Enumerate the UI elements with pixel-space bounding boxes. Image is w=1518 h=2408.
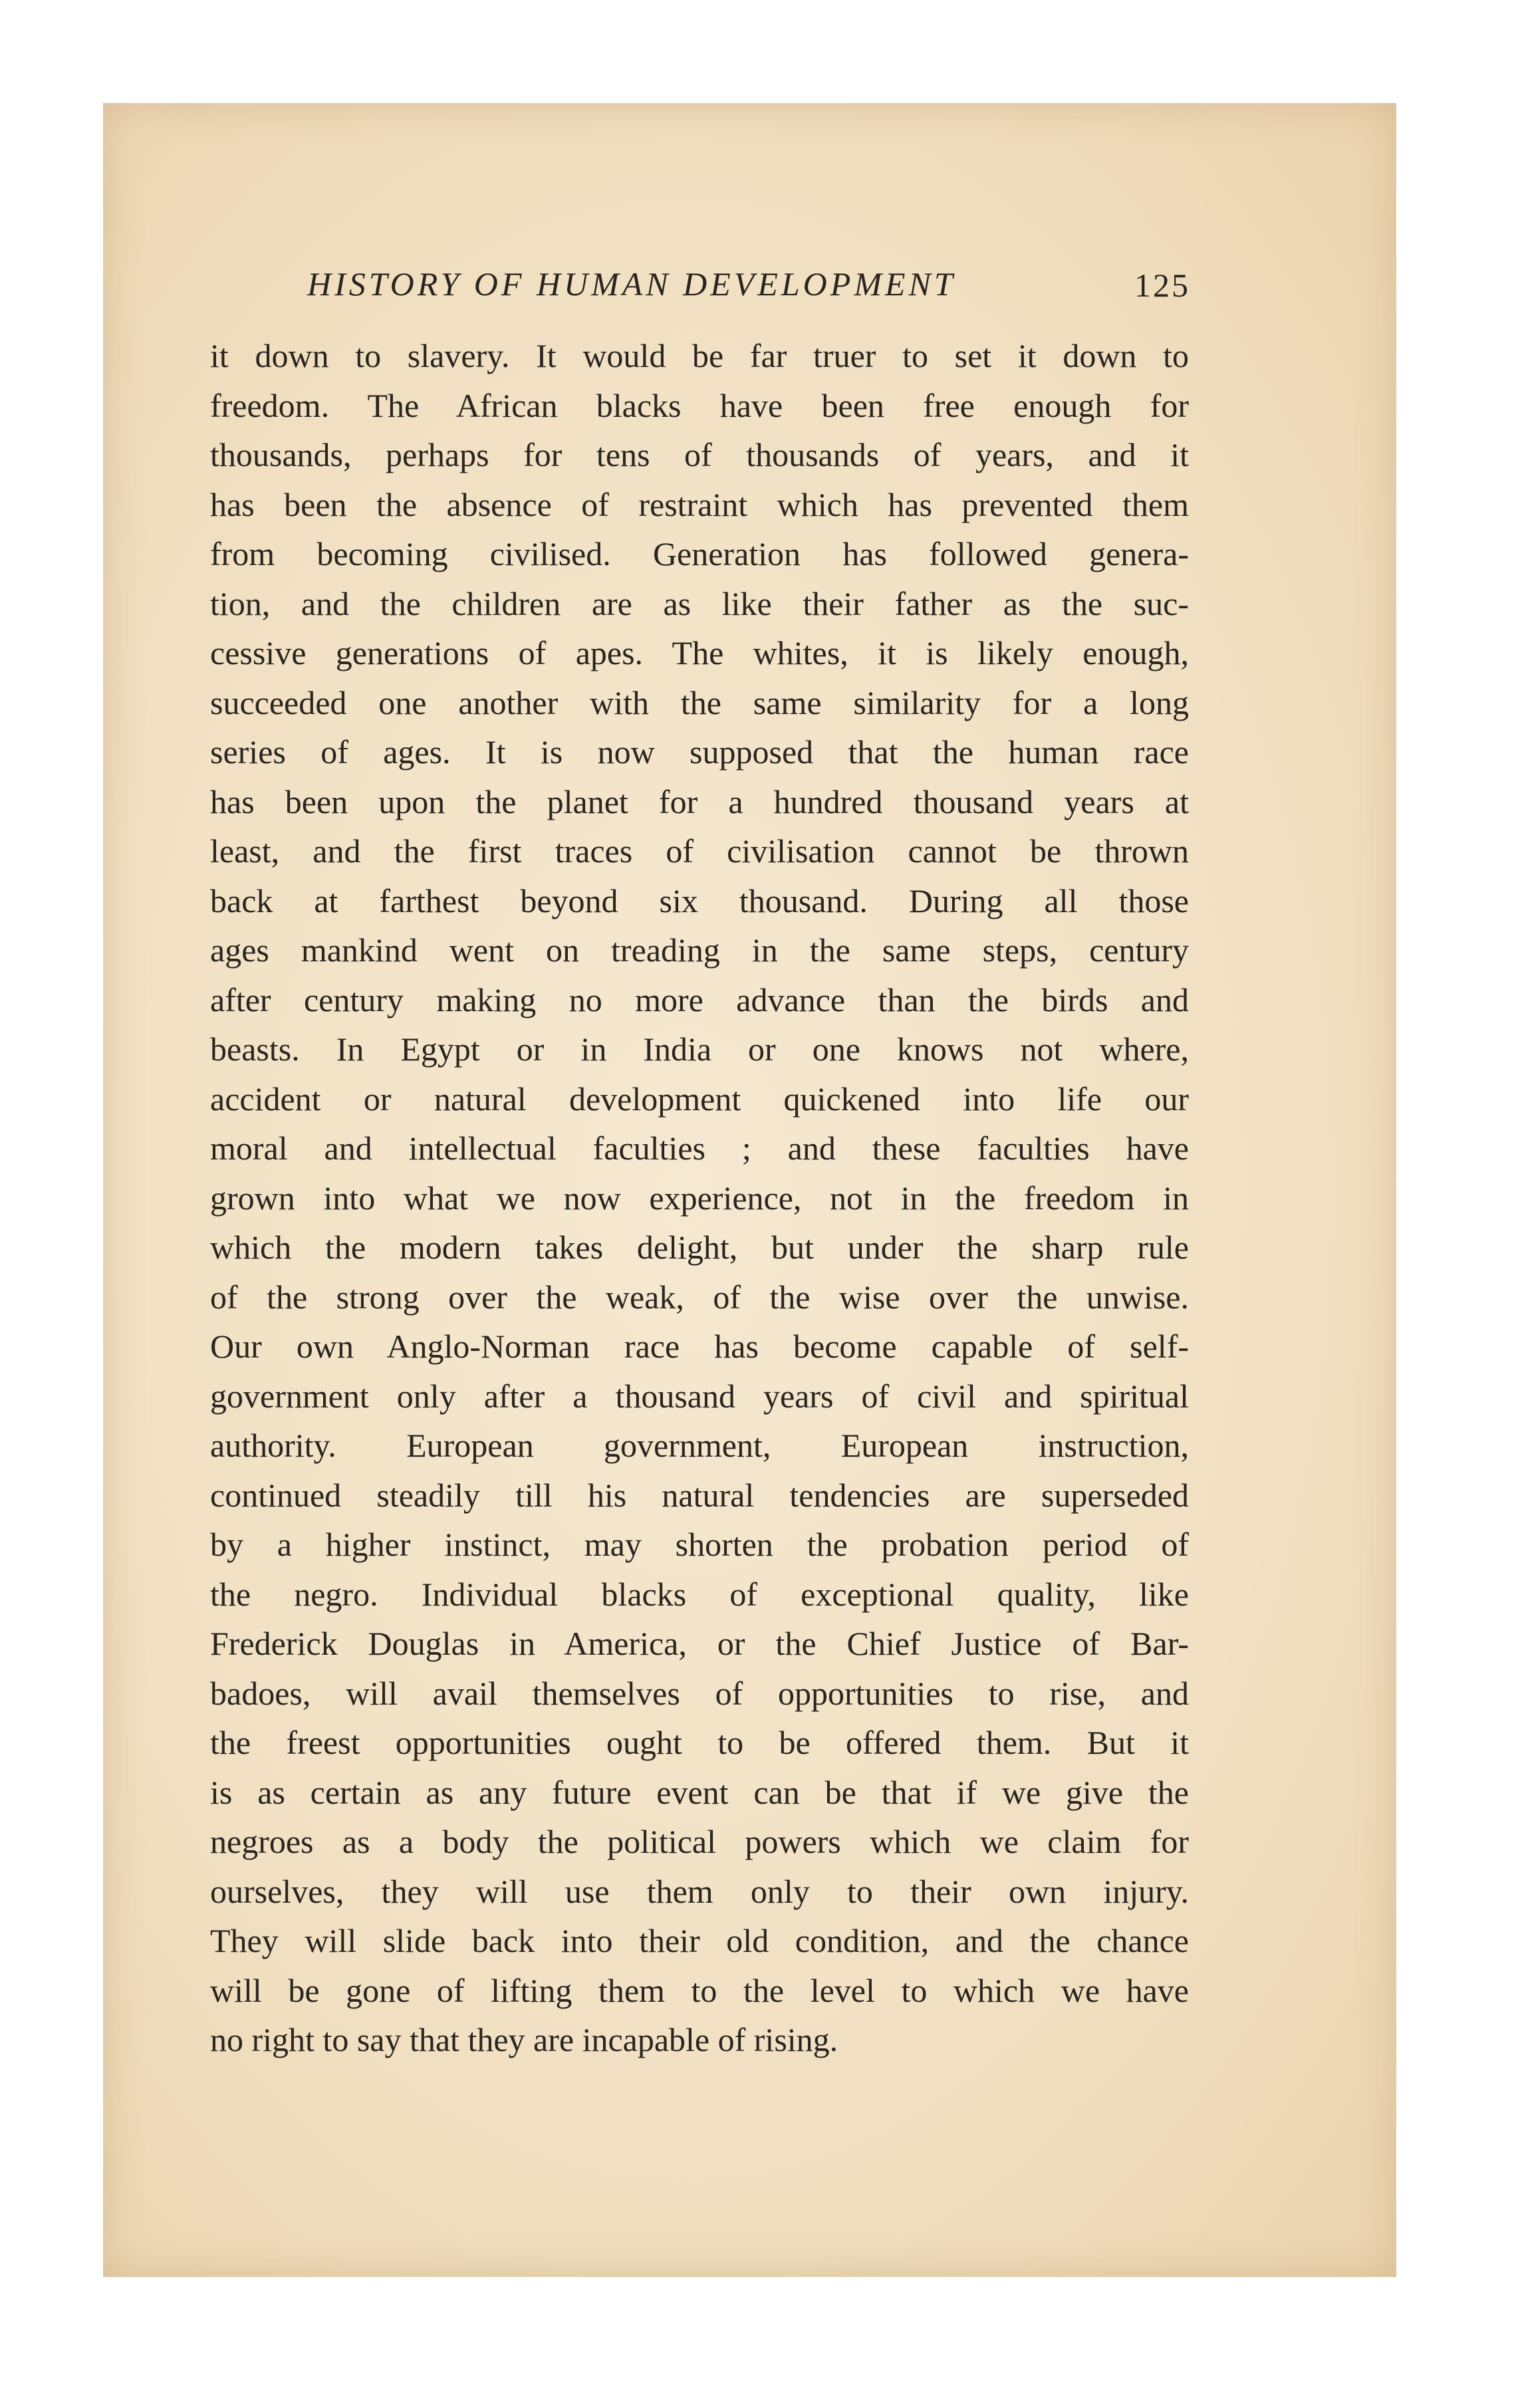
text-line: cessive generations of apes. The whites, it is likely enough, <box>210 634 1189 671</box>
text-line: thousands, perhaps for tens of thousands of years, and it <box>210 436 1189 473</box>
text-line: by a higher instinct, may shorten the probation period of <box>210 1526 1189 1563</box>
running-title: HISTORY OF HUMAN DEVELOPMENT <box>307 265 956 302</box>
text-line: from becoming civilised. Generation has followed genera- <box>210 535 1189 572</box>
text-line: tion, and the children are as like their father as the suc- <box>210 584 1189 622</box>
text-line: freedom. The African blacks have been free enough for <box>210 386 1189 424</box>
text-line: authority. European government, European instruction, <box>210 1427 1189 1464</box>
text-line: government only after a thousand years of civil and spiritual <box>210 1377 1189 1415</box>
text-line: ages mankind went on treading in the same steps, century <box>210 931 1189 969</box>
text-line: it down to slavery. It would be far truer to set it down to <box>210 337 1189 374</box>
text-line: series of ages. It is now supposed that the human race <box>210 733 1189 771</box>
text-line: badoes, will avail themselves of opportunities to rise, and <box>210 1674 1189 1712</box>
text-line: no right to say that they are incapable of rising. <box>210 2021 838 2058</box>
text-line: is as certain as any future event can be that if we give the <box>210 1773 1189 1811</box>
text-line: will be gone of lifting them to the level to which we have <box>210 1971 1189 2009</box>
text-line: which the modern takes delight, but under the sharp rule <box>210 1229 1189 1266</box>
text-line: moral and intellectual faculties ; and these faculties have <box>210 1130 1189 1167</box>
text-line: of the strong over the weak, of the wise over the unwise. <box>210 1278 1189 1316</box>
text-line: least, and the first traces of civilisation cannot be thrown <box>210 832 1189 870</box>
text-line: beasts. In Egypt or in India or one knows not where, <box>210 1030 1189 1068</box>
text-line: ourselves, they will use them only to their own injury. <box>210 1872 1189 1910</box>
text-line: accident or natural development quickened into life our <box>210 1080 1189 1118</box>
running-head <box>206 265 1190 304</box>
text-line: They will slide back into their old condition, and the chance <box>210 1922 1189 1959</box>
page-number: 125 <box>1134 267 1190 304</box>
text-line: continued steadily till his natural tendencies are superseded <box>210 1476 1189 1514</box>
text-line: after century making no more advance than the birds and <box>210 981 1189 1019</box>
text-line: Frederick Douglas in America, or the Chief Justice of Bar- <box>210 1625 1189 1662</box>
text-line: has been upon the planet for a hundred thousand years at <box>210 783 1189 820</box>
body-text <box>210 331 1189 2065</box>
text-line: back at farthest beyond six thousand. During all those <box>210 882 1189 919</box>
text-line: succeeded one another with the same similarity for a long <box>210 683 1189 721</box>
text-line: negroes as a body the political powers which we claim for <box>210 1823 1189 1860</box>
text-line: Our own Anglo-Norman race has become capable of self- <box>210 1328 1189 1365</box>
text-line: the negro. Individual blacks of exceptional quality, like <box>210 1575 1189 1613</box>
text-line: grown into what we now experience, not in the freedom in <box>210 1179 1189 1217</box>
text-line: the freest opportunities ought to be offered them. But it <box>210 1724 1189 1761</box>
text-line: has been the absence of restraint which has prevented them <box>210 485 1189 523</box>
